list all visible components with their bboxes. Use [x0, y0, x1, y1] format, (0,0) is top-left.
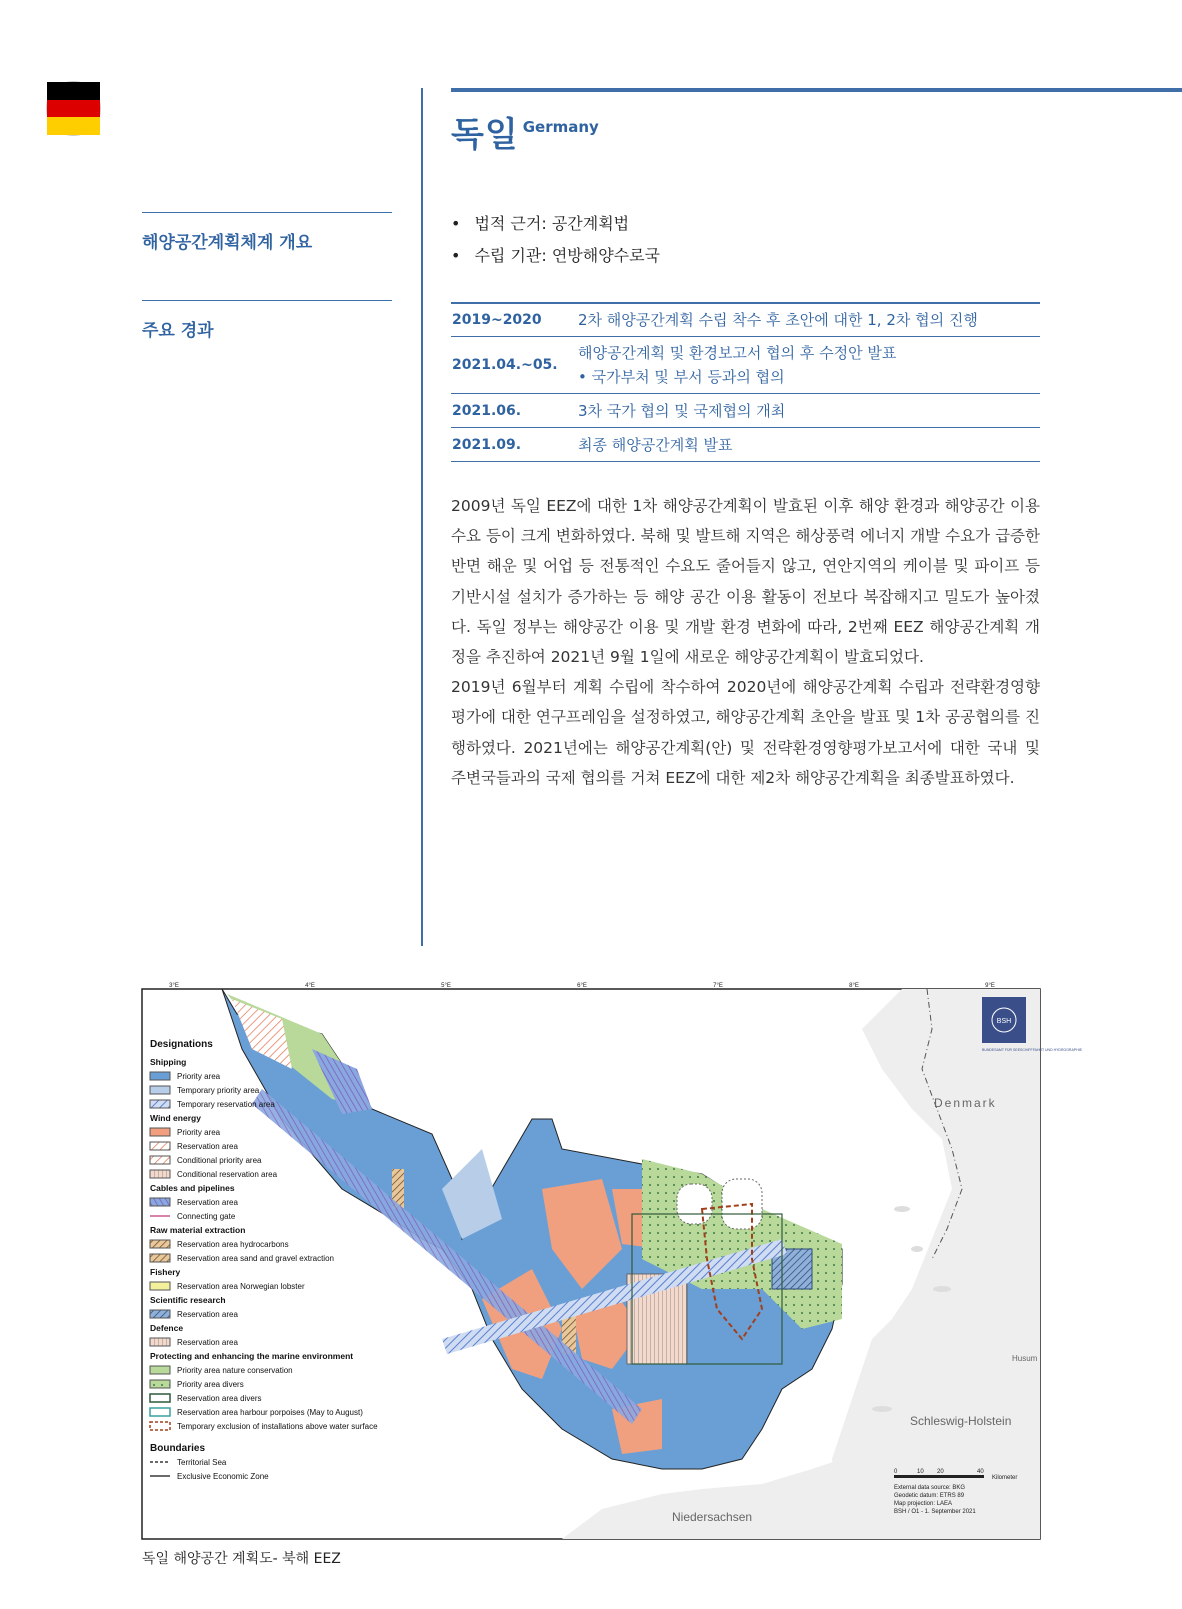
legend-item: Reservation area — [177, 1198, 238, 1207]
legend-item: Priority area nature conservation — [177, 1366, 293, 1375]
page-title — [451, 107, 599, 156]
timeline-row — [451, 304, 1040, 337]
legend-item: Connecting gate — [177, 1212, 236, 1221]
legend-swatch — [150, 1198, 170, 1206]
legend-swatch — [150, 1240, 170, 1248]
tick-label: 6°E — [577, 983, 587, 989]
legend-item: Territorial Sea — [177, 1458, 227, 1467]
legend-swatch — [150, 1142, 170, 1150]
scale-tick: 10 — [917, 1469, 924, 1475]
timeline-row — [451, 428, 1040, 462]
flag-stripe-red — [47, 100, 100, 118]
sidebar-heading-overview: 해양공간계획체계 개요 — [142, 233, 313, 253]
place-husum: Husum — [1012, 1354, 1038, 1363]
legend-title: Designations — [150, 1039, 213, 1050]
legend-item: Reservation area sand and gravel extraction — [177, 1254, 334, 1263]
legend-swatch — [150, 1310, 170, 1318]
legend-swatch — [150, 1100, 170, 1108]
legend-swatch — [150, 1156, 170, 1164]
timeline-text — [578, 341, 1040, 389]
scale-tick: 40 — [977, 1469, 984, 1475]
bsh-logo-mark: BSH — [996, 1018, 1012, 1025]
legend-section: Fishery — [150, 1267, 181, 1277]
timeline-date: 2021.09. — [452, 436, 522, 453]
legend-swatch — [150, 1072, 170, 1080]
legend-item: Temporary priority area — [177, 1086, 260, 1095]
legend-item: Reservation area — [177, 1142, 238, 1151]
title-english: Germany — [522, 118, 599, 136]
sidebar-rule — [142, 212, 392, 213]
map-caption: 독일 해양공간 계획도- 북해 EEZ — [142, 1551, 341, 1567]
legend-swatch — [150, 1254, 170, 1262]
bsh-logo-text: BUNDESAMT FÜR SEESCHIFFFAHRT UND HYDROGRAPHIE — [982, 1048, 1082, 1052]
timeline-text-main: 3차 국가 협의 및 국제협의 개최 — [578, 401, 786, 420]
legend-item: Reservation area divers — [177, 1394, 262, 1403]
source-line: Geodetic datum: ETRS 89 — [894, 1493, 965, 1499]
timeline-date: 2021.04.~05. — [452, 357, 558, 373]
legend-swatch — [150, 1338, 170, 1346]
timeline-date: 2019~2020 — [452, 312, 542, 328]
legend-item: Reservation area Norwegian lobster — [177, 1282, 305, 1291]
legend-swatch — [150, 1086, 170, 1094]
wind-cluster — [677, 1184, 712, 1224]
legend-section: Scientific research — [150, 1295, 226, 1305]
legend-item: Temporary exclusion of installations above water surface — [177, 1422, 378, 1431]
timeline-text — [578, 308, 1040, 332]
timeline-text-main: 해양공간계획 및 환경보고서 협의 후 수정안 발표 — [578, 344, 897, 362]
overview-item: • 수립 기관: 연방해양수로국 — [451, 240, 660, 272]
source-line: Map projection: LAEA — [894, 1501, 953, 1507]
body-paragraph: 2009년 독일 EEZ에 대한 1차 해양공간계획이 발효된 이후 해양 환경과 해양공간 이용 수요 등이 크게 변화하였다. 북해 및 발트해 지역은 해상풍력 에너지 개발 수요가 급증한 반면 해운 및 어업 등 전통적인 수요도 줄어들지 않고, 연안지역의 케이블 및 파이프 등 기반시설 설치가 증가하는 등 해양 공간 이용 활동이 전보다 복잡해지고 밀도가 높아졌다. 독일 정부는 해양공간 이용 및 개발 환경 변화에 따라, 2번째 EEZ 해양공간계획 개정을 추진하여 2021년 9월 1일에 새로운 해양공간계획이 발효되었다. — [451, 497, 1040, 667]
scale-tick: 20 — [937, 1469, 944, 1475]
legend-section: Raw material extraction — [150, 1225, 246, 1235]
marine-spatial-plan-map — [142, 983, 1082, 1539]
body-text — [451, 491, 1040, 793]
timeline-text — [578, 433, 1040, 457]
legend-swatch — [150, 1128, 170, 1136]
tick-label: 8°E — [849, 983, 859, 989]
overview-item: • 법적 근거: 공간계획법 — [451, 208, 660, 240]
overview-list — [451, 208, 660, 272]
legend-swatch — [150, 1170, 170, 1178]
header-rule — [451, 88, 1182, 92]
legend-item: Priority area — [177, 1128, 221, 1137]
title-korean: 독일 — [451, 115, 519, 155]
legend-swatch — [150, 1366, 170, 1374]
timeline-text — [578, 399, 1040, 423]
legend-section: Wind energy — [150, 1113, 201, 1123]
sidebar-heading-progress: 주요 경과 — [142, 321, 214, 341]
place-denmark: Denmark — [934, 1096, 997, 1110]
legend-section: Cables and pipelines — [150, 1183, 235, 1193]
legend-item: Conditional priority area — [177, 1156, 262, 1165]
source-line: BSH / O1 - 1. September 2021 — [894, 1509, 976, 1515]
legend-boundaries-title: Boundaries — [150, 1443, 206, 1454]
legend-section: Defence — [150, 1323, 184, 1333]
tick-label: 4°E — [305, 983, 315, 989]
timeline-text-main: 2차 해양공간계획 수립 착수 후 초안에 대한 1, 2차 협의 진행 — [578, 311, 978, 329]
tick-label: 3°E — [169, 983, 179, 989]
timeline-table — [451, 302, 1040, 462]
legend-item: Reservation area — [177, 1338, 238, 1347]
tick-label: 7°E — [713, 983, 723, 989]
legend-item: Priority area — [177, 1072, 221, 1081]
legend-item: Reservation area — [177, 1310, 238, 1319]
legend-item: Exclusive Economic Zone — [177, 1472, 269, 1481]
body-paragraph: 2019년 6월부터 계획 수립에 착수하여 2020년에 해양공간계획 수립과 전략환경영향평가에 대한 연구프레임을 설정하였고, 해양공간계획 초안을 발표 및 1차 공공협의를 진행하였다. 2021년에는 해양공간계획(안) 및 전략환경영향평가보고서에 대한 국내 및 주변국들과의 국제 협의를 거쳐 EEZ에 대한 제2차 해양공간계획을 최종발표하였다. — [451, 678, 1040, 787]
legend-item: Conditional reservation area — [177, 1170, 278, 1179]
tick-label: 9°E — [985, 983, 995, 989]
source-line: External data source: BKG — [894, 1485, 966, 1491]
sidebar-rule — [142, 300, 392, 301]
tick-label: 5°E — [441, 983, 451, 989]
legend-item: Priority area divers — [177, 1380, 244, 1389]
germany-flag-icon — [47, 82, 100, 135]
legend-swatch — [150, 1282, 170, 1290]
place-schleswig-holstein: Schleswig-Holstein — [910, 1414, 1012, 1428]
map-top-ticks — [169, 983, 995, 989]
place-niedersachsen: Niedersachsen — [672, 1510, 753, 1524]
legend-item: Temporary reservation area — [177, 1100, 275, 1109]
flag-stripe-black — [47, 82, 100, 100]
scale-tick: 0 — [894, 1469, 898, 1475]
timeline-row — [451, 394, 1040, 428]
legend-item: Reservation area harbour porpoises (May to August) — [177, 1408, 363, 1417]
scale-unit: Kilometer — [992, 1475, 1018, 1481]
timeline-text-sub: • 국가부처 및 부서 등과의 협의 — [578, 368, 785, 386]
timeline-row — [451, 337, 1040, 394]
legend-section: Protecting and enhancing the marine environment — [150, 1351, 354, 1361]
legend-swatch — [150, 1380, 170, 1388]
timeline-text-main: 최종 해양공간계획 발표 — [578, 435, 733, 454]
flag-stripe-gold — [47, 117, 100, 135]
legend-item: Reservation area hydrocarbons — [177, 1240, 289, 1249]
timeline-date: 2021.06. — [452, 402, 522, 419]
legend-section: Shipping — [150, 1057, 187, 1067]
column-divider — [421, 88, 423, 946]
